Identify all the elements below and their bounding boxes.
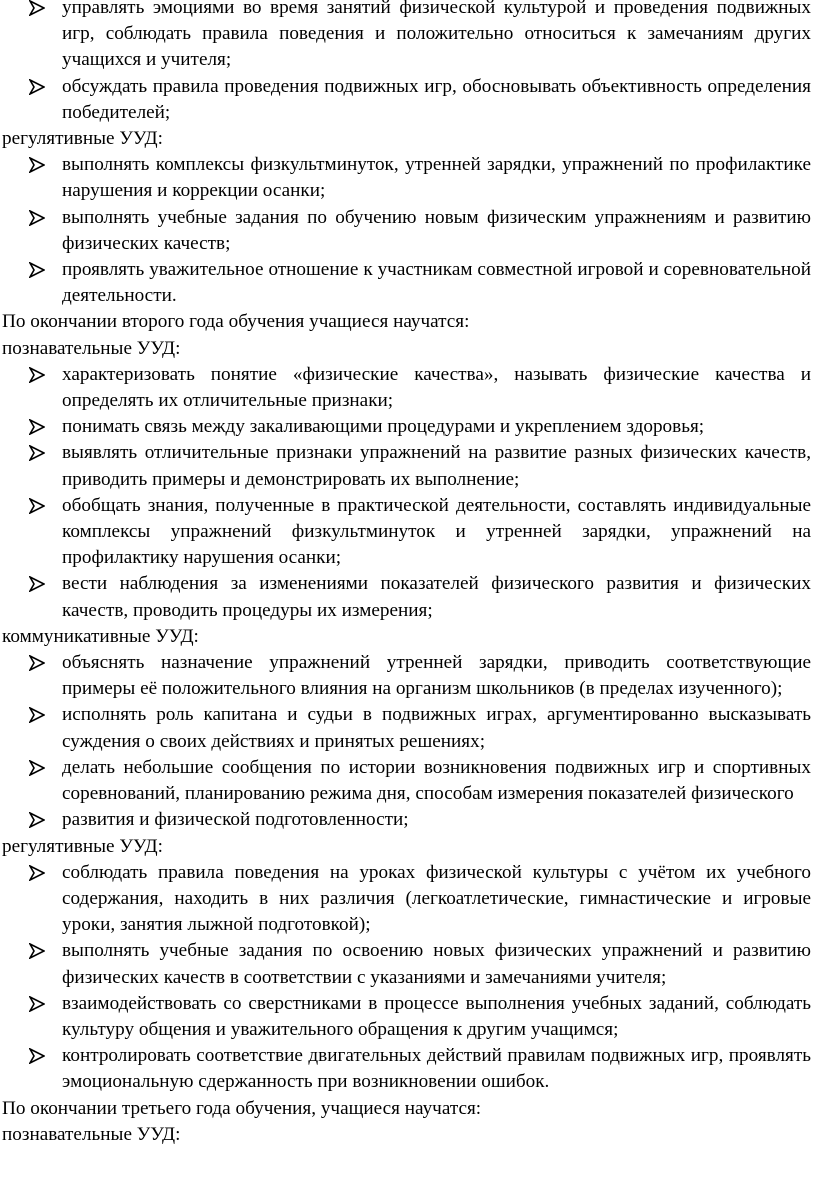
list-item: понимать связь между закаливающими процедурами и укреплением здоровья; (0, 414, 811, 440)
arrowhead-bullet-icon (29, 702, 47, 728)
bullet-list (0, 0, 811, 126)
paragraph-text: По окончании третьего года обучения, учащиеся научатся: (2, 1097, 482, 1119)
section-heading: регулятивные УУД: (2, 128, 163, 150)
arrowhead-bullet-icon (29, 0, 47, 21)
section-heading: коммуникативные УУД: (2, 625, 199, 647)
bullet-list (0, 362, 811, 624)
list-item: выявлять отличительные признаки упражнений на развитие разных физических качеств, приводить примеры и демонстрировать их выполнение; (0, 440, 811, 492)
list-item: выполнять комплексы физкультминуток, утренней зарядки, упражнений по профилактике нарушения и коррекции осанки; (0, 152, 811, 204)
arrowhead-bullet-icon (29, 257, 47, 283)
arrowhead-bullet-icon (29, 807, 47, 833)
list-item: выполнять учебные задания по освоению новых физических упражнений и развитию физических качеств в соответствии с указаниями и замечаниями учителя; (0, 938, 811, 990)
list-item: развития и физической подготовленности; (0, 807, 811, 833)
list-item: взаимодействовать со сверстниками в процессе выполнения учебных заданий, соблюдать культуру общения и уважительного обращения к другим учащимся; (0, 991, 811, 1043)
arrowhead-bullet-icon (29, 74, 47, 100)
section-heading: познавательные УУД: (2, 1123, 181, 1145)
paragraph-text: По окончании второго года обучения учащиеся научатся: (2, 311, 470, 333)
list-item: характеризовать понятие «физические качества», называть физические качества и определять их отличительные признаки; (0, 362, 811, 414)
list-item: проявлять уважительное отношение к участникам совместной игровой и соревновательной деятельности. (0, 257, 811, 309)
arrowhead-bullet-icon (29, 860, 47, 886)
list-item: вести наблюдения за изменениями показателей физического развития и физических качеств, проводить процедуры их измерения; (0, 571, 811, 623)
list-item: контролировать соответствие двигательных действий правилам подвижных игр, проявлять эмоциональную сдержанность при возникновении ошибок. (0, 1043, 811, 1095)
list-item: соблюдать правила поведения на уроках физической культуры с учётом их учебного содержания, находить в них различия (легкоатлетические, гимнастические и игровые уроки, занятия лыжной подготовкой); (0, 860, 811, 939)
list-item: объяснять назначение упражнений утренней зарядки, приводить соответствующие примеры её положительного влияния на организм школьников (в пределах изученного); (0, 650, 811, 702)
arrowhead-bullet-icon (29, 755, 47, 781)
arrowhead-bullet-icon (29, 440, 47, 466)
bullet-list (0, 152, 811, 309)
arrowhead-bullet-icon (29, 571, 47, 597)
arrowhead-bullet-icon (29, 205, 47, 231)
arrowhead-bullet-icon (29, 493, 47, 519)
list-item: обсуждать правила проведения подвижных игр, обосновывать объективность определения победителей; (0, 74, 811, 126)
bullet-list (0, 650, 811, 833)
bullet-list (0, 860, 811, 1096)
arrowhead-bullet-icon (29, 152, 47, 178)
list-item: обобщать знания, полученные в практической деятельности, составлять индивидуальные комплексы упражнений физкультминуток и утренней зарядки, упражнений на профилактику нарушения осанки; (0, 493, 811, 572)
arrowhead-bullet-icon (29, 362, 47, 388)
arrowhead-bullet-icon (29, 1043, 47, 1069)
arrowhead-bullet-icon (29, 991, 47, 1017)
section-heading: познавательные УУД: (2, 337, 181, 359)
list-item: исполнять роль капитана и судьи в подвижных играх, аргументированно высказывать суждения о своих действиях и принятых решениях; (0, 702, 811, 754)
list-item: делать небольшие сообщения по истории возникновения подвижных игр и спортивных соревнований, планированию режима дня, способам измерения показателей физического (0, 755, 811, 807)
list-item: выполнять учебные задания по обучению новым физическим упражнениям и развитию физических качеств; (0, 205, 811, 257)
arrowhead-bullet-icon (29, 650, 47, 676)
arrowhead-bullet-icon (29, 938, 47, 964)
list-item: управлять эмоциями во время занятий физической культурой и проведения подвижных игр, соблюдать правила поведения и положительно относиться к замечаниям других учащихся и учителя; (0, 0, 811, 74)
section-heading: регулятивные УУД: (2, 835, 163, 857)
arrowhead-bullet-icon (29, 414, 47, 440)
